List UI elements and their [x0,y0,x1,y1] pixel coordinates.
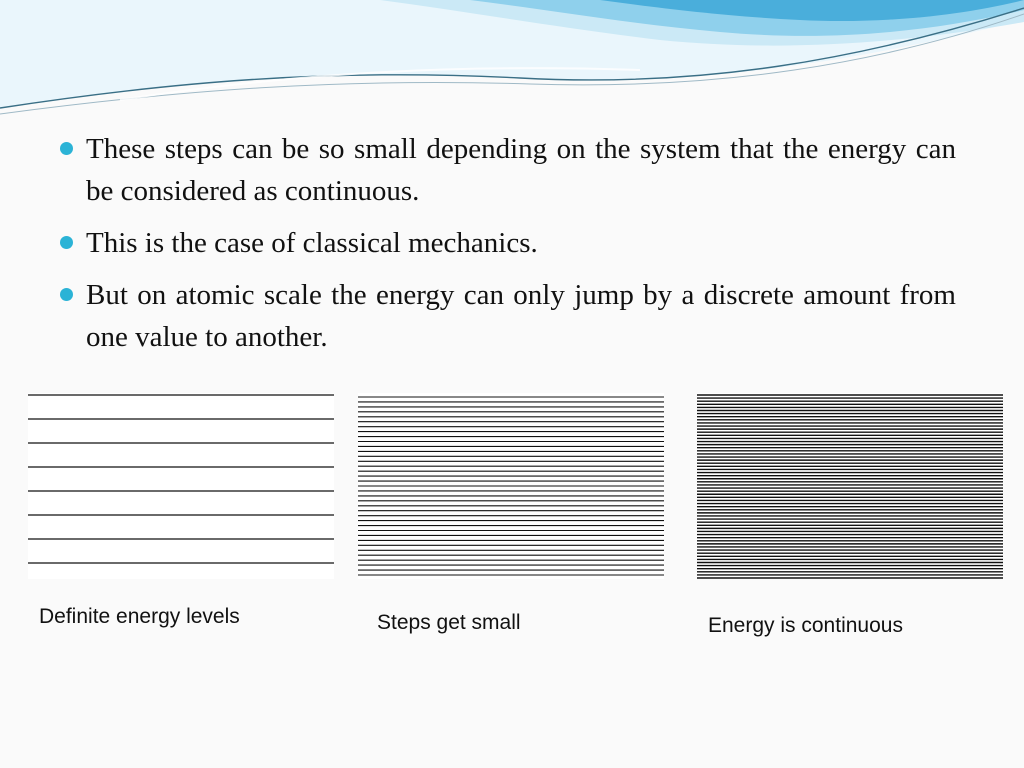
header-wave-decoration [0,0,1024,120]
bullet-text: But on atomic scale the energy can only jump by a discrete amount from one value to another. [86,279,956,353]
bullet-dot-icon [60,236,73,249]
bullet-item [54,274,956,358]
continuous-energy-diagram [697,393,1003,579]
bullet-list [54,128,956,358]
energy-levels-lines [697,393,1003,579]
caption-steps-get-small: Steps get small [377,611,521,634]
bullet-item [54,128,956,212]
bullet-text: This is the case of classical mechanics. [86,227,538,259]
small-steps-diagram [358,393,664,579]
bullet-dot-icon [60,288,73,301]
bullet-content [54,128,956,368]
energy-levels-lines [358,393,664,579]
caption-energy-is-continuous: Energy is continuous [708,614,903,637]
bullet-text: These steps can be so small depending on the system that the energy can be considered as continuous. [86,133,956,207]
energy-levels-lines [28,393,334,579]
definite-levels-diagram [28,393,334,579]
bullet-dot-icon [60,142,73,155]
caption-definite-energy-levels: Definite energy levels [39,605,240,628]
bullet-item [54,222,956,264]
